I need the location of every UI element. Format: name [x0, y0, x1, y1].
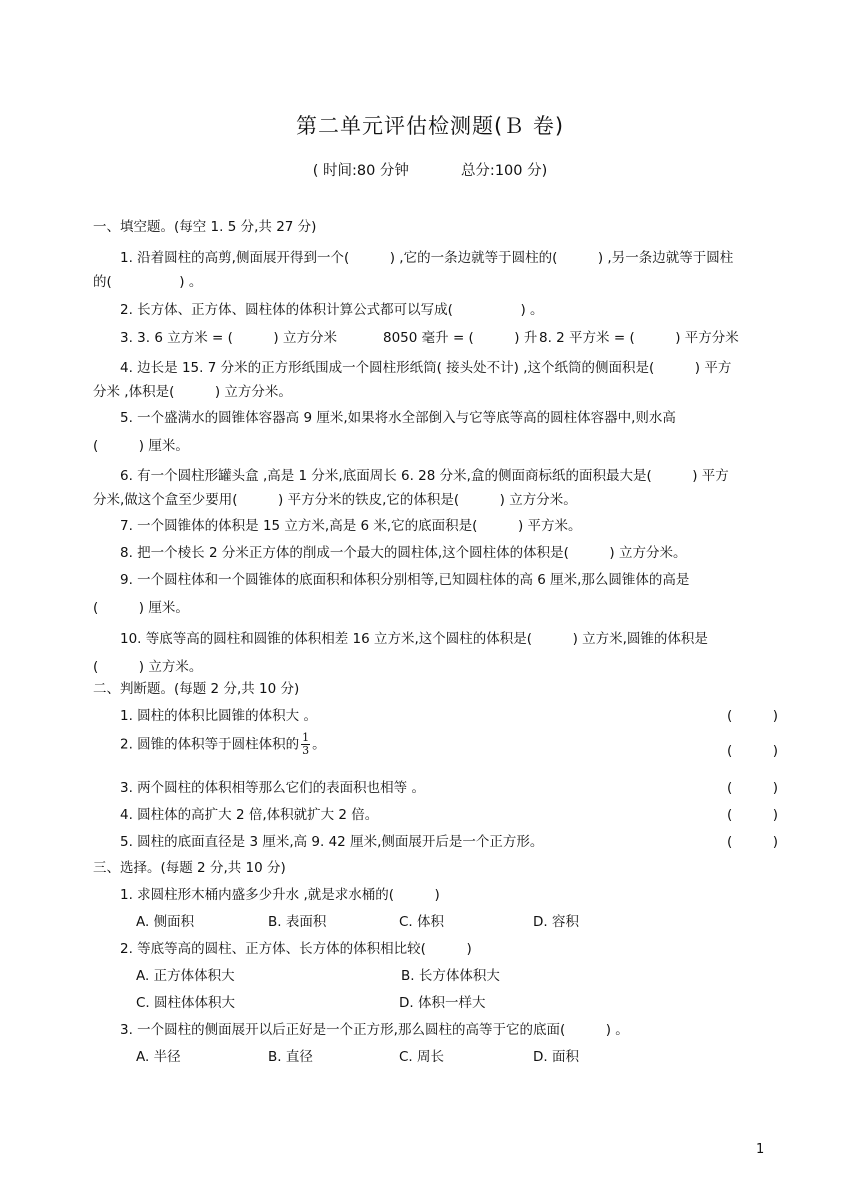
section-heading-multiple-choice: 三、选择。(每题 2 分,共 10 分) [93, 860, 286, 876]
choice-3-option-b: B. 直径 [268, 1049, 313, 1065]
question-7: 7. 一个圆锥体的体积是 15 立方米,高是 6 米,它的底面积是( ) 平方米。 [120, 518, 582, 534]
question-5-line-1: 5. 一个盛满水的圆锥体容器高 9 厘米,如果将水全部倒入与它等底等高的圆柱体容器中,则水高 [120, 410, 676, 426]
section-heading-true-false: 二、判断题。(每题 2 分,共 10 分) [93, 681, 300, 697]
question-4-line-1: 4. 边长是 15. 7 分米的正方形纸围成一个圆柱形纸筒( 接头处不计) ,这个纸筒的侧面积是( ) 平方 [120, 360, 732, 376]
question-6-line-2: 分米,做这个盒至少要用( ) 平方分米的铁皮,它的体积是( ) 立方分米。 [93, 492, 577, 508]
choice-2-option-a: A. 正方体体积大 [136, 968, 235, 984]
question-1-line-1: 1. 沿着圆柱的高剪,侧面展开得到一个( ) ,它的一条边就等于圆柱的( ) ,另一条边就等于圆柱 [120, 250, 734, 266]
choice-1-option-a: A. 侧面积 [136, 914, 195, 930]
fraction-denominator: 3 [302, 744, 310, 757]
answer-paren-1: ( ) [727, 708, 779, 724]
fraction-numerator: 1 [302, 731, 310, 744]
choice-3-option-c: C. 周长 [399, 1049, 445, 1065]
question-1-line-2: 的( ) 。 [93, 274, 203, 290]
question-3-part-c: 8. 2 平方米 = ( ) 平方分米 [539, 330, 739, 346]
judge-item-4: 4. 圆柱体的高扩大 2 倍,体积就扩大 2 倍。 [120, 807, 379, 823]
question-10-line-2: ( ) 立方米。 [93, 659, 203, 675]
question-3-part-b: 8050 毫升 = ( ) 升 [383, 330, 538, 346]
choice-question-3: 3. 一个圆柱的侧面展开以后正好是一个正方形,那么圆柱的高等于它的底面( ) 。 [120, 1022, 629, 1038]
judge-item-1: 1. 圆柱的体积比圆锥的体积大 。 [120, 708, 317, 724]
choice-2-option-c: C. 圆柱体体积大 [136, 995, 236, 1011]
answer-paren-2: ( ) [727, 743, 779, 759]
total-score: 总分:100 分) [460, 163, 548, 179]
page-title: 第二单元评估检测题(Ｂ 卷) [295, 114, 565, 138]
judge-item-2-end: 。 [312, 736, 326, 753]
section-heading-fill-blank: 一、填空题。(每空 1. 5 分,共 27 分) [93, 219, 317, 235]
exam-info [0, 159, 860, 180]
judge-item-5: 5. 圆柱的底面直径是 3 厘米,高 9. 42 厘米,侧面展开后是一个正方形。 [120, 834, 544, 850]
question-6-line-1: 6. 有一个圆柱形罐头盒 ,高是 1 分米,底面周长 6. 28 分米,盒的侧面商标纸的面积最大是( ) 平方 [120, 468, 729, 484]
answer-paren-5: ( ) [727, 834, 779, 850]
judge-item-3: 3. 两个圆柱的体积相等那么它们的表面积也相等 。 [120, 780, 425, 796]
answer-paren-4: ( ) [727, 807, 779, 823]
answer-paren-3: ( ) [727, 780, 779, 796]
choice-1-option-b: B. 表面积 [268, 914, 327, 930]
page-number: 1 [756, 1142, 765, 1157]
choice-2-option-b: B. 长方体体积大 [401, 968, 500, 984]
question-2: 2. 长方体、正方体、圆柱体的体积计算公式都可以写成( ) 。 [120, 302, 544, 318]
choice-1-option-c: C. 体积 [399, 914, 445, 930]
choice-question-2: 2. 等底等高的圆柱、正方体、长方体的体积相比较( ) [120, 941, 472, 957]
question-3-part-a: 3. 3. 6 立方米 = ( ) 立方分米 [120, 330, 337, 346]
question-4-line-2: 分米 ,体积是( ) 立方分米。 [93, 384, 292, 400]
one-third-fraction [301, 732, 310, 757]
time-limit: ( 时间:80 分钟 [312, 163, 409, 179]
judge-item-2 [120, 732, 326, 757]
question-10-line-1: 10. 等底等高的圆柱和圆锥的体积相差 16 立方米,这个圆柱的体积是( ) 立方米,圆锥的体积是 [120, 631, 708, 647]
choice-3-option-a: A. 半径 [136, 1049, 181, 1065]
choice-question-1: 1. 求圆柱形木桶内盛多少升水 ,就是求水桶的( ) [120, 887, 440, 903]
choice-1-option-d: D. 容积 [533, 914, 579, 930]
question-8: 8. 把一个棱长 2 分米正方体的削成一个最大的圆柱体,这个圆柱体的体积是( ) 立方分米。 [120, 545, 687, 561]
judge-item-2-text: 2. 圆锥的体积等于圆柱体积的 [120, 736, 300, 753]
choice-3-option-d: D. 面积 [533, 1049, 579, 1065]
question-9-line-2: ( ) 厘米。 [93, 600, 189, 616]
question-5-line-2: ( ) 厘米。 [93, 438, 189, 454]
choice-2-option-d: D. 体积一样大 [399, 995, 486, 1011]
question-9-line-1: 9. 一个圆柱体和一个圆锥体的底面积和体积分别相等,已知圆柱体的高 6 厘米,那么圆锥体的高是 [120, 572, 690, 588]
